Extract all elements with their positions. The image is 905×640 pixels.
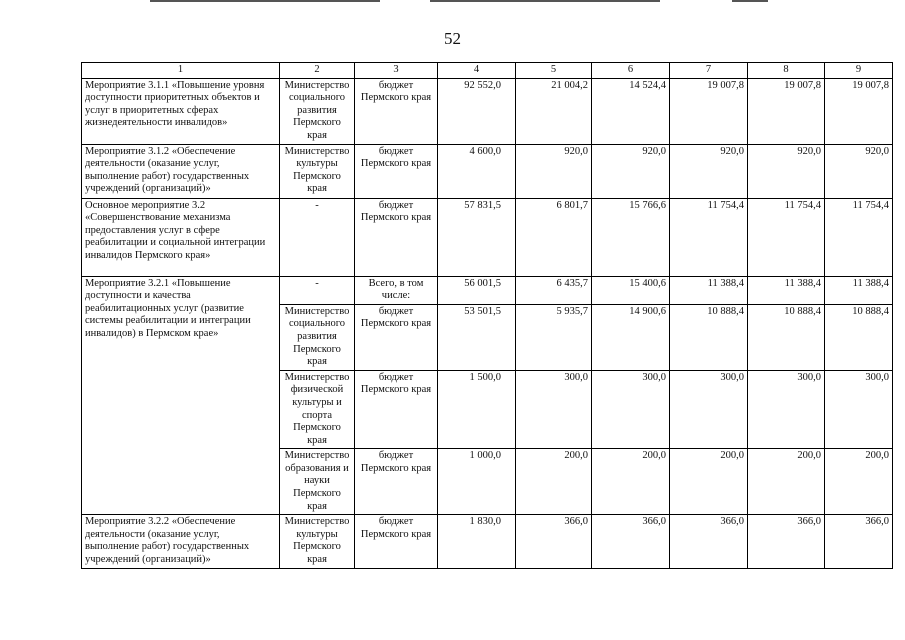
value-cell: 19 007,8: [825, 78, 893, 144]
executor-cell: Министерство физической культуры и спорта Пермского края: [280, 370, 355, 449]
value-cell: 920,0: [516, 144, 592, 198]
header-cell: 5: [516, 63, 592, 79]
header-cell: 9: [825, 63, 893, 79]
value-cell: 11 754,4: [825, 198, 893, 276]
table-row: [82, 276, 893, 304]
header-cell: 8: [748, 63, 825, 79]
value-cell: 11 388,4: [825, 276, 893, 304]
value-cell: 11 754,4: [748, 198, 825, 276]
executor-cell: Министерство культуры Пермского края: [280, 144, 355, 198]
value-cell: 19 007,8: [748, 78, 825, 144]
value-cell: 300,0: [516, 370, 592, 449]
header-cell: 3: [355, 63, 438, 79]
value-cell: 920,0: [592, 144, 670, 198]
value-cell: 53 501,5: [438, 304, 516, 370]
executor-cell: -: [280, 276, 355, 304]
funding-source-cell: бюджет Пермского края: [355, 78, 438, 144]
header-cell: 1: [82, 63, 280, 79]
value-cell: 10 888,4: [670, 304, 748, 370]
header-cell: 2: [280, 63, 355, 79]
executor-cell: Министерство образования и науки Пермского края: [280, 449, 355, 515]
value-cell: 1 830,0: [438, 515, 516, 569]
value-cell: 300,0: [670, 370, 748, 449]
value-cell: 200,0: [748, 449, 825, 515]
funding-source-cell: бюджет Пермского края: [355, 370, 438, 449]
value-cell: 92 552,0: [438, 78, 516, 144]
value-cell: 1 000,0: [438, 449, 516, 515]
header-cell: 4: [438, 63, 516, 79]
value-cell: 21 004,2: [516, 78, 592, 144]
executor-cell: Министерство социального развития Пермского края: [280, 78, 355, 144]
funding-source-cell: бюджет Пермского края: [355, 304, 438, 370]
value-cell: 5 935,7: [516, 304, 592, 370]
funding-source-cell: бюджет Пермского края: [355, 515, 438, 569]
value-cell: 200,0: [592, 449, 670, 515]
activity-cell: Мероприятие 3.2.2 «Обеспечение деятельности (оказание услуг, выполнение работ) государственных учреждений (организаций)»: [82, 515, 280, 569]
value-cell: 11 388,4: [670, 276, 748, 304]
page-number: 52: [444, 29, 461, 48]
executor-cell: -: [280, 198, 355, 276]
value-cell: 57 831,5: [438, 198, 516, 276]
activity-cell: Мероприятие 3.1.2 «Обеспечение деятельности (оказание услуг, выполнение работ) государственных учреждений (организаций)»: [82, 144, 280, 198]
header-cell: 7: [670, 63, 748, 79]
header-row: [82, 63, 893, 79]
scan-edge-line-mid: [430, 0, 660, 2]
value-cell: 920,0: [670, 144, 748, 198]
value-cell: 10 888,4: [825, 304, 893, 370]
budget-table: [81, 62, 893, 569]
value-cell: 366,0: [825, 515, 893, 569]
activity-cell: Мероприятие 3.2.1 «Повышение доступности и качества реабилитационных услуг (развитие системы реабилитации и интеграции инвалидов) в Пермском крае»: [82, 276, 280, 515]
value-cell: 10 888,4: [748, 304, 825, 370]
activity-cell: Основное мероприятие 3.2 «Совершенствование механизма предоставления услуг в сфере реабилитации и социальной интеграции инвалидов Пермского края»: [82, 198, 280, 276]
table-row: [82, 144, 893, 198]
funding-source-cell: бюджет Пермского края: [355, 449, 438, 515]
value-cell: 6 801,7: [516, 198, 592, 276]
value-cell: 366,0: [670, 515, 748, 569]
value-cell: 15 400,6: [592, 276, 670, 304]
funding-source-cell: бюджет Пермского края: [355, 144, 438, 198]
value-cell: 300,0: [592, 370, 670, 449]
value-cell: 300,0: [748, 370, 825, 449]
value-cell: 15 766,6: [592, 198, 670, 276]
scan-edge-line-left: [150, 0, 380, 2]
value-cell: 14 524,4: [592, 78, 670, 144]
value-cell: 14 900,6: [592, 304, 670, 370]
value-cell: 11 388,4: [748, 276, 825, 304]
funding-source-cell: бюджет Пермского края: [355, 198, 438, 276]
scan-edge-line-right: [732, 0, 768, 2]
value-cell: 366,0: [748, 515, 825, 569]
value-cell: 366,0: [592, 515, 670, 569]
header-cell: 6: [592, 63, 670, 79]
value-cell: 200,0: [516, 449, 592, 515]
value-cell: 200,0: [670, 449, 748, 515]
value-cell: 4 600,0: [438, 144, 516, 198]
value-cell: 19 007,8: [670, 78, 748, 144]
table-row: [82, 78, 893, 144]
value-cell: 1 500,0: [438, 370, 516, 449]
value-cell: 11 754,4: [670, 198, 748, 276]
table-row: [82, 198, 893, 276]
value-cell: 56 001,5: [438, 276, 516, 304]
value-cell: 6 435,7: [516, 276, 592, 304]
funding-source-cell: Всего, в том числе:: [355, 276, 438, 304]
executor-cell: Министерство социального развития Пермского края: [280, 304, 355, 370]
activity-cell: Мероприятие 3.1.1 «Повышение уровня доступности приоритетных объектов и услуг в приоритетных сферах жизнедеятельности инвалидов»: [82, 78, 280, 144]
value-cell: 920,0: [825, 144, 893, 198]
value-cell: 200,0: [825, 449, 893, 515]
value-cell: 300,0: [825, 370, 893, 449]
value-cell: 366,0: [516, 515, 592, 569]
table-row: [82, 515, 893, 569]
value-cell: 920,0: [748, 144, 825, 198]
executor-cell: Министерство культуры Пермского края: [280, 515, 355, 569]
